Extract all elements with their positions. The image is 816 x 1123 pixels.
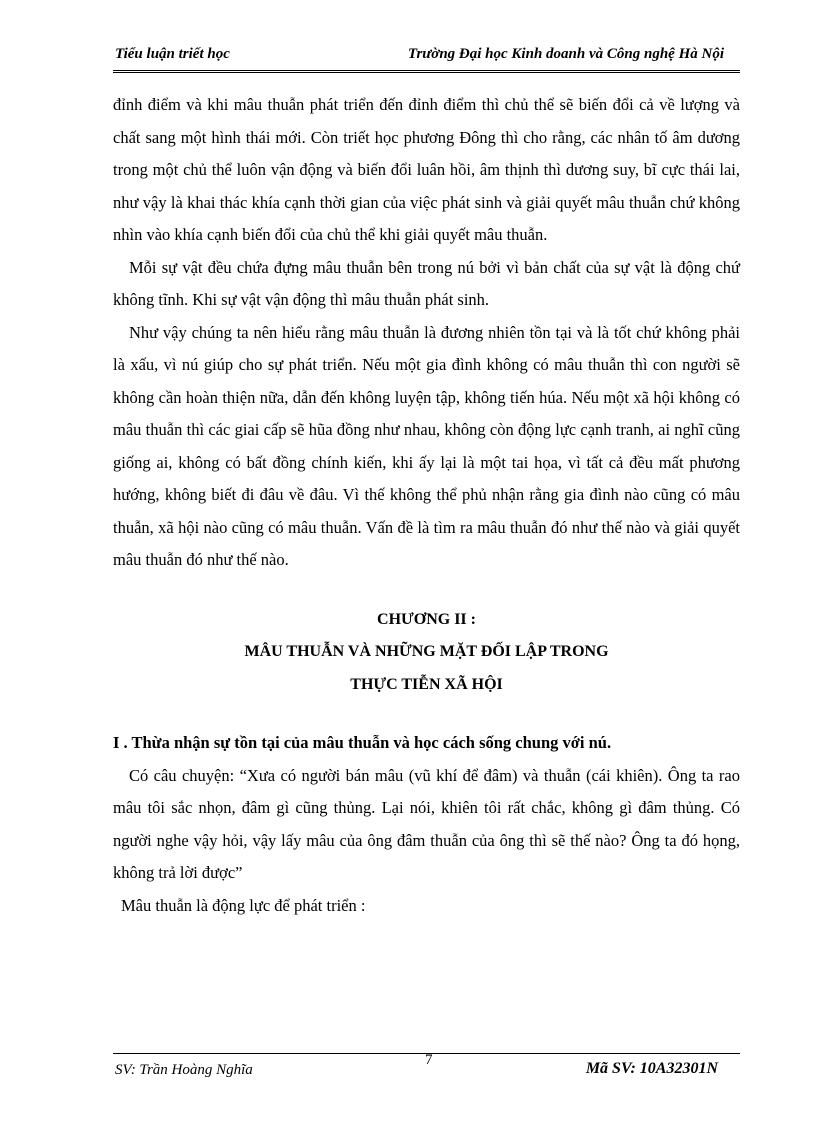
chapter-number: CHƯƠNG II : bbox=[377, 610, 476, 628]
section-heading: I . Thừa nhận sự tồn tại của mâu thuẫn và học cách sống chung với nú. bbox=[113, 733, 612, 752]
chapter-title-line2: THỰC TIỄN XÃ HỘI bbox=[350, 675, 503, 693]
header-university: Trường Đại học Kinh doanh và Công nghệ Hà Nội bbox=[407, 46, 724, 62]
chapter-heading bbox=[113, 604, 740, 702]
footer-page-number: 7 bbox=[425, 1052, 433, 1068]
chapter-title-line1: MÂU THUẪN VÀ NHỮNG MẶT ĐỐI LẬP TRONG bbox=[244, 643, 609, 660]
footer-student-name: SV: Trần Hoàng Nghĩa bbox=[115, 1062, 253, 1078]
header-course-title: Tiểu luận triết học bbox=[115, 46, 230, 62]
section-paragraph-1: Có câu chuyện: “Xưa có người bán mâu (vũ khí để đâm) và thuẫn (cái khiên). Ông ta rao mâu tôi sắc nhọn, đâm gì cũng thủng. Lại nói, khiên tôi rất chắc, không gì đâm thủng. Có người nghe vậy hỏi, vậy lấy mâu của ông đâm thuẫn của ông thì sẽ thế nào? Ông ta đó họng, không trả lời được” bbox=[113, 765, 740, 882]
paragraph-3: Như vậy chúng ta nên hiểu rằng mâu thuẫn là đương nhiên tồn tại và là tốt chứ không phải là xấu, vì nú giúp cho sự phát triển. Nếu một gia đình không có mâu thuẫn thì con người sẽ không cần hoàn thiện nữa, dẫn đến không luyện tập, không tiến húa. Nếu một xã hội không có mâu thuẫn thì các giai cấp sẽ hũa đồng như nhau, không còn động lực cạnh tranh, ai nghĩ cũng giống ai, không có bất đồng chính kiến, khi ấy lại là một tai họa, vì tất cả đều mất phương hướng, không biết đi đâu về đâu. Vì thế không thể phủ nhận rằng gia đình nào cũng có mâu thuẫn, xã hội nào cũng có mâu thuẫn. Vấn đề là tìm ra mâu thuẫn đó như thế nào và giải quyết mâu thuẫn đó như thế nào. bbox=[113, 322, 740, 569]
footer-student-id: Mã SV: 10A32301N bbox=[585, 1060, 718, 1077]
page-footer bbox=[113, 1053, 740, 1084]
page-header bbox=[113, 44, 740, 73]
paragraph-1: đỉnh điểm và khi mâu thuẫn phát triển đến đỉnh điểm thì chủ thể sẽ biến đổi cả về lượng và chất sang một hình thái mới. Còn triết học phương Đông thì cho rằng, các nhân tố âm dương trong một chủ thể luôn vận động và biến đổi luân hồi, âm thịnh thì dương suy, bĩ cực thái lai, như vậy là khai thác khía cạnh thời gian của việc phát sinh và giải quyết mâu thuẫn chứ không nhìn vào khía cạnh biến đổi của chủ thể khi giải quyết mâu thuẫn. bbox=[113, 95, 740, 244]
page-body bbox=[113, 89, 740, 922]
section-paragraph-2: Mâu thuẫn là động lực để phát triển : bbox=[121, 895, 366, 915]
paragraph-2: Mỗi sự vật đều chứa đựng mâu thuẫn bên trong nú bởi vì bản chất của sự vật là động chứ không tĩnh. Khi sự vật vận động thì mâu thuẫn phát sinh. bbox=[113, 257, 740, 309]
